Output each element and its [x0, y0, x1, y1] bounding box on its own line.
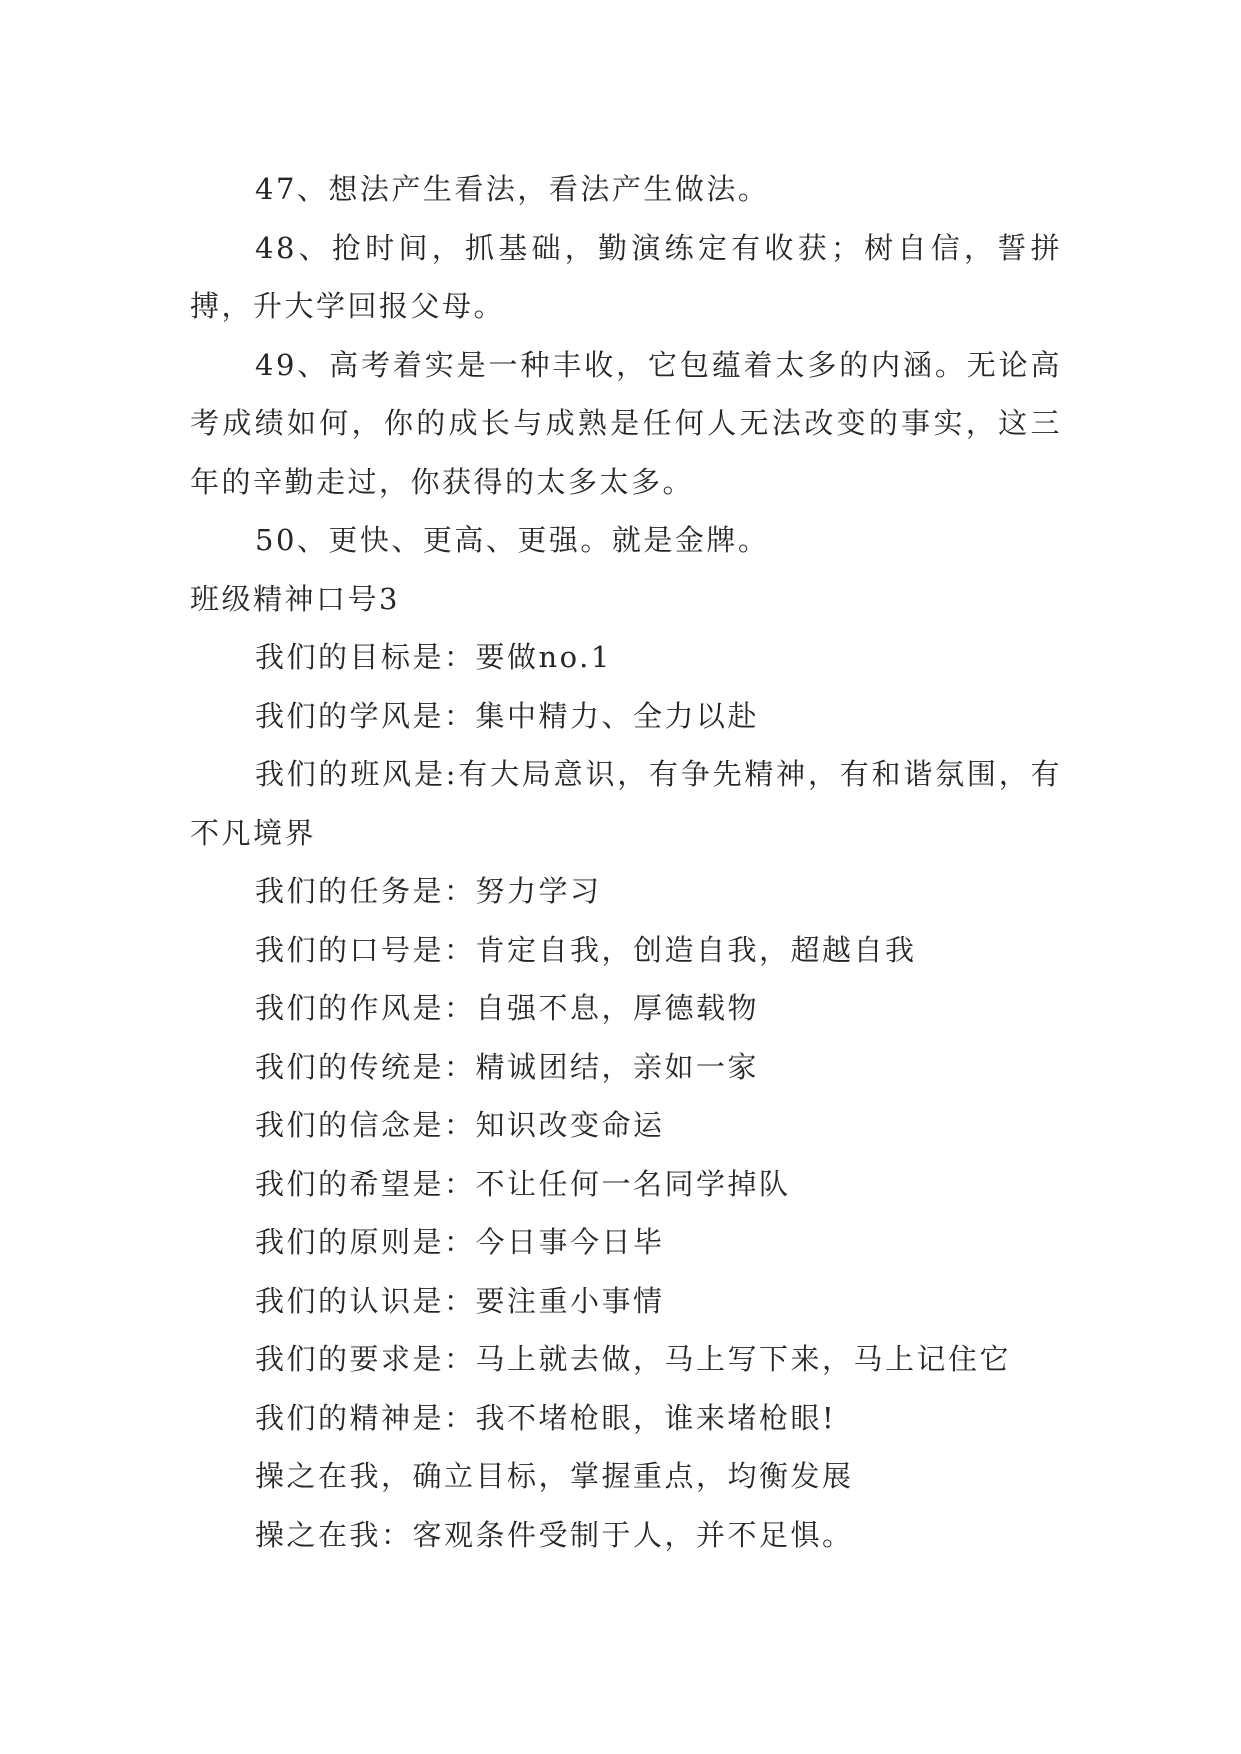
paragraph-50: 50、更快、更高、更强。就是金牌。: [255, 523, 770, 557]
paragraph-48: 48、抢时间，抓基础，勤演练定有收获；树自信，誓拼搏，升大学回报父母。: [190, 230, 1062, 323]
slogan-class-style: 我们的班风是:有大局意识，有争先精神，有和谐氛围，有不凡境界: [190, 757, 1062, 850]
slogan-belief: 我们的信念是：知识改变命运: [255, 1108, 665, 1142]
paragraph-49: 49、高考着实是一种丰收，它包蕴着太多的内涵。无论高考成绩如何，你的成长与成熟是任何人无法改变的事实，这三年的辛勤走过，你获得的太多太多。: [190, 347, 1062, 499]
paragraph-47: 47、想法产生看法，看法产生做法。: [255, 172, 770, 206]
slogan-awareness: 我们的认识是：要注重小事情: [255, 1283, 665, 1318]
slogan-goal: 我们的目标是：要做no.1: [255, 640, 612, 674]
slogan-hope: 我们的希望是：不让任何一名同学掉队: [255, 1166, 791, 1201]
slogan-conduct: 我们的作风是：自强不息，厚德载物: [255, 991, 760, 1025]
document-body: [190, 160, 1062, 1564]
slogan-control-2: 操之在我：客观条件受制于人，并不足惧。: [255, 1517, 854, 1552]
slogan-requirement: 我们的要求是：马上就去做，马上写下来，马上记住它: [255, 1342, 1012, 1376]
slogan-tradition: 我们的传统是：精诚团结，亲如一家: [255, 1049, 760, 1084]
slogan-study-style: 我们的学风是：集中精力、全力以赴: [255, 698, 760, 733]
section-heading: 班级精神口号3: [190, 581, 400, 616]
slogan-spirit: 我们的精神是：我不堵枪眼，谁来堵枪眼!: [255, 1400, 837, 1435]
slogan-task: 我们的任务是：努力学习: [255, 874, 602, 908]
slogan-control-1: 操之在我，确立目标，掌握重点，均衡发展: [255, 1459, 854, 1493]
slogan-principle: 我们的原则是：今日事今日毕: [255, 1225, 665, 1259]
slogan-motto: 我们的口号是：肯定自我，创造自我，超越自我: [255, 932, 917, 967]
